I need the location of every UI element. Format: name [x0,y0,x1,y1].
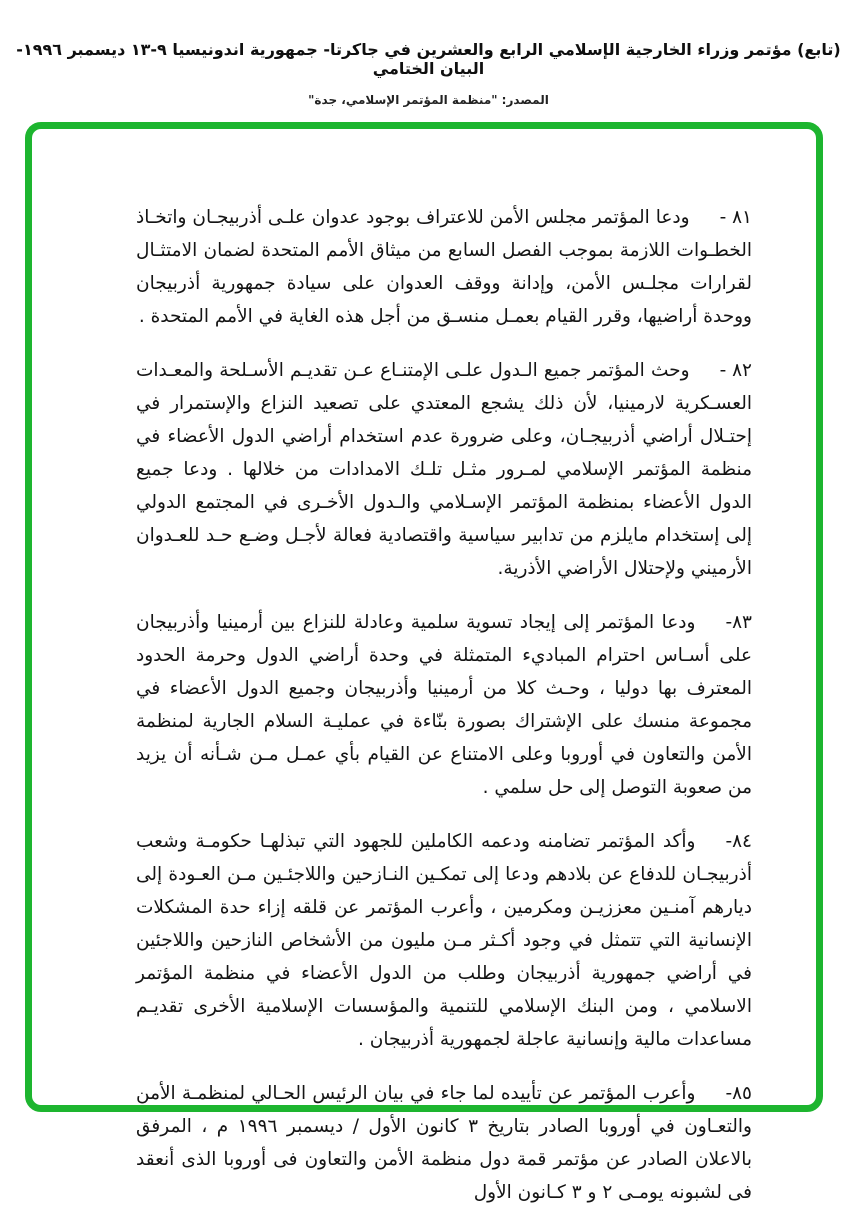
paragraph-text: وأعرب المؤتمر عن تأييده لما جاء في بيان الرئيس الحـالي لمنظمـة الأمن والتعـاون في أوروبا الصادر بتاريخ ٣ كانون الأول / ديسمبر ١٩٩٦ م ، المرفق بالاعلان الصادر عن مؤتمر قمة دول منظمة الأمن والتعاون فى أوروبا الذى أنعقد فى لشبونه يومـى ٢ و ٣ كـانون الأول [136,1083,752,1203]
paragraph-text: وأكد المؤتمر تضامنه ودعمه الكاملين للجهود التي تبذلهـا حكومـة وشعب أذربيجـان للدفاع عن بلادهم ودعا إلى تمكـين النـازحين واللاجئـين مـن العـودة إلى ديارهم آمنـين معززيـن ومكرمين ، وأعرب المؤتمر عن قلقه إزاء حدة المشكلات الإنسانية التي تتمثل في وجود أكـثر مـن مليون من الأشخاص النازحين واللاجئين في أراضي جمهورية أذربيجان وطلب من الدول الأعضاء في منظمة المؤتمر الاسلامي ، ومن البنك الإسلامي للتنمية والمؤسسات الإسلامية الأخرى تقديـم مساعدات مالية وإنسانية عاجلة لجمهورية أذربيجان . [136,831,752,1050]
paragraph [136,1077,752,1209]
document-source: المصدر: "منظمة المؤتمر الإسلامي، جدة" [308,93,549,107]
paragraph-number: ٨٥- [725,1083,752,1104]
paragraph-number: ٨٢ - [719,360,752,381]
document-title: (تابع) مؤتمر وزراء الخارجية الإسلامي الرابع والعشرين في جاكرتا- جمهورية اندونيسيا ٩-١٣ ديسمبر ١٩٩٦-البيان الختامي [16,40,841,78]
paragraph-number: ٨٤- [725,831,752,852]
paragraph [136,201,752,333]
paragraph-number: ٨١ - [719,207,752,228]
paragraph [136,825,752,1056]
paragraph-text: ودعا المؤتمر إلى إيجاد تسوية سلمية وعادلة للنزاع بين أرمينيا وأذربيجان على أسـاس احترام المباديء المتمثلة في وحدة أراضي الدول وحرمة الحدود المعترف بها دوليا ، وحـث كلا من أرمينيا وأذربيجان وجميع الدول الأعضاء في مجموعة منسك على الإشتراك بصورة بنّاءة في عمليـة السلام الجارية لمنظمة الأمن والتعاون في أوروبا وعلى الامتناع عن القيام بأي عمـل مـن شـأنه أن يزيد من صعوبة التوصل إلى حل سلمي . [136,612,752,798]
document-header [0,40,857,107]
paragraph-number: ٨٣- [725,612,752,633]
green-border-frame [25,122,823,1203]
paragraph-list [136,201,752,1230]
paragraph [136,354,752,585]
paragraph-text: وحث المؤتمر جميع الـدول علـى الإمتنـاع عـن تقديـم الأسـلحة والمعـدات العسـكرية لارمينيا، لأن ذلك يشجع المعتدي على تصعيد النزاع والإستمرار في إحتـلال أراضي أذربيجـان، وعلى ضرورة عدم استخدام أراضي الدول الأعضاء في منظمة المؤتمر الإسلامي لمـرور مثـل تلـك الامدادات من خلالها . ودعا جميع الدول الأعضاء بمنظمة المؤتمر الإسـلامي والـدول الأخـرى في المجتمع الدولي إلى إستخدام مايلزم من تدابير سياسية واقتصادية فعالة لأجـل وضـع حـد للعـدوان الأرميني ولإحتلال الأراضي الأذرية. [136,360,752,579]
paragraph-text: ودعا المؤتمر مجلس الأمن للاعتراف بوجود عدوان علـى أذربيجـان واتخـاذ الخطـوات اللازمة بموجب الفصل السابع من ميثاق الأمم المتحدة لضمان الامتثـال لقرارات مجلـس الأمن، وإدانة ووقف العدوان على سيادة جمهورية أذربيجان ووحدة أراضيها، وقرر القيام بعمـل منسـق من أجل هذه الغاية في الأمم المتحدة . [136,207,752,327]
paragraph [136,606,752,804]
